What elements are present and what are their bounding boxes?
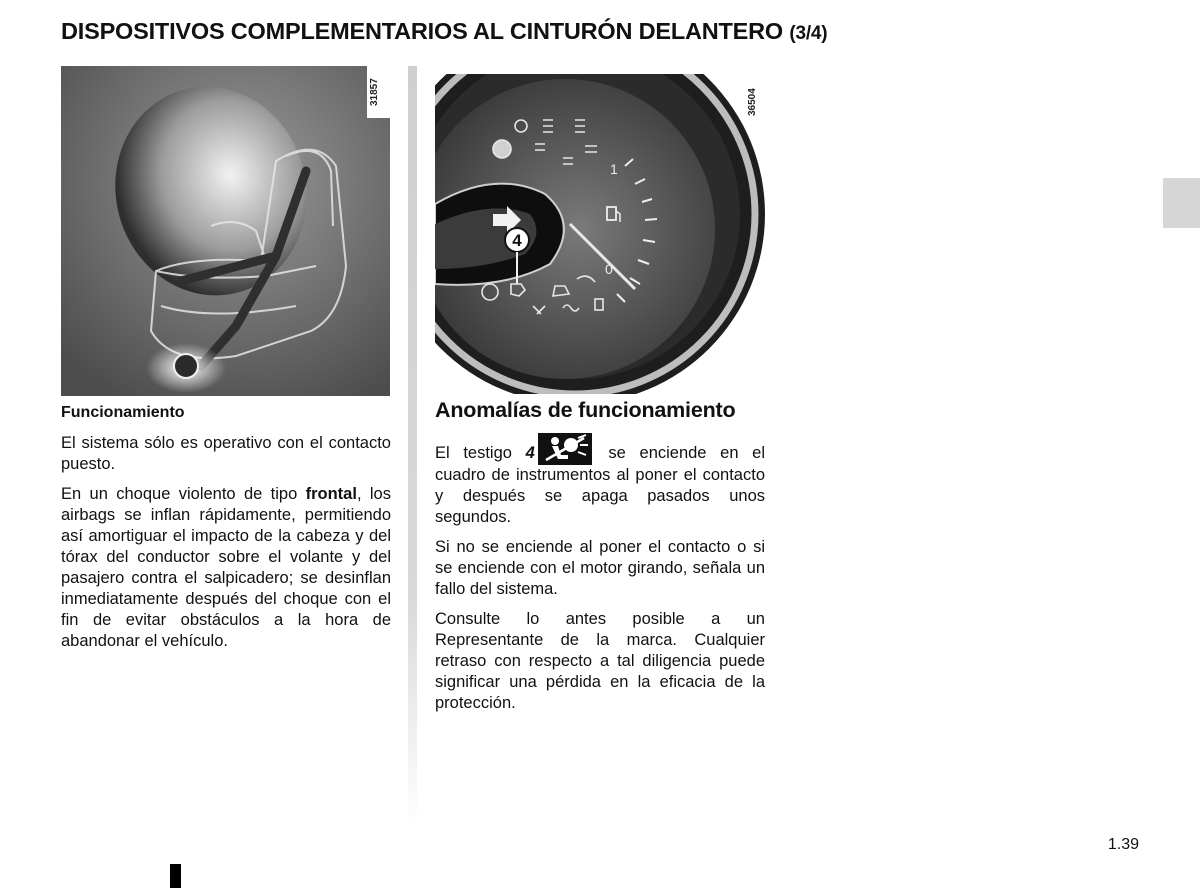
column-divider [408,66,417,826]
airbag-seat-illustration [61,66,390,396]
page-title: DISPOSITIVOS COMPLEMENTARIOS AL CINTURÓN DELANTERO (3/4) [61,18,828,44]
page-number: 1.39 [1107,836,1139,853]
crop-mark [170,864,181,888]
figure-reference-31857: 31857 [367,66,390,118]
left-paragraph-2-start: En un choque violento de tipo [61,485,306,503]
section-thumb-tab [1163,178,1200,228]
heading-funcionamiento: Funcionamiento [61,404,185,421]
right-paragraph-1-end: se enciende en el cuadro de instrumentos al poner el contacto y después se apaga pasados unos segundos. [435,444,765,526]
figure-reference-36504: 36504 [747,88,758,116]
heading-anomalias: Anomalías de funcionamiento [435,398,736,422]
right-paragraph-1-start: El testigo [435,444,526,462]
left-paragraph-2 [61,484,391,652]
left-column [61,402,391,661]
gauge-tick-label-1: 1 [610,161,618,177]
right-paragraph-1 [435,433,765,528]
callout-4-label: 4 [512,231,522,250]
instrument-cluster-illustration [435,74,770,394]
right-paragraph-3: Consulte lo antes posible a un Representante de la marca. Cualquier retraso con respecto a tal diligencia puede significar una pérdida en la eficacia de la protección. [435,610,765,712]
instrument-cluster-drawing [435,74,770,394]
warning-light-number: 4 [525,444,535,462]
right-column [435,400,765,723]
gauge-tick-label-0: 0 [605,261,613,277]
airbag-warning-icon [538,433,592,465]
left-paragraph-2-bold: frontal [305,485,357,503]
left-paragraph-2-end: , los airbags se inflan rápidamente, permitiendo así amortiguar el impacto de la cabeza y del tórax del conductor sobre el volante y del pasajero contra el salpicadero; se desinflan inmediatamente después del choque con el fin de evitar obstáculos a la hora de abandonar el vehículo. [61,485,391,650]
right-paragraph-2: Si no se enciende al poner el contacto o si se enciende con el motor girando, señala un fallo del sistema. [435,538,765,598]
left-paragraph-1: El sistema sólo es operativo con el contacto puesto. [61,434,391,473]
page-part: (3/4) [789,23,828,44]
airbag-seat-drawing [61,66,390,396]
